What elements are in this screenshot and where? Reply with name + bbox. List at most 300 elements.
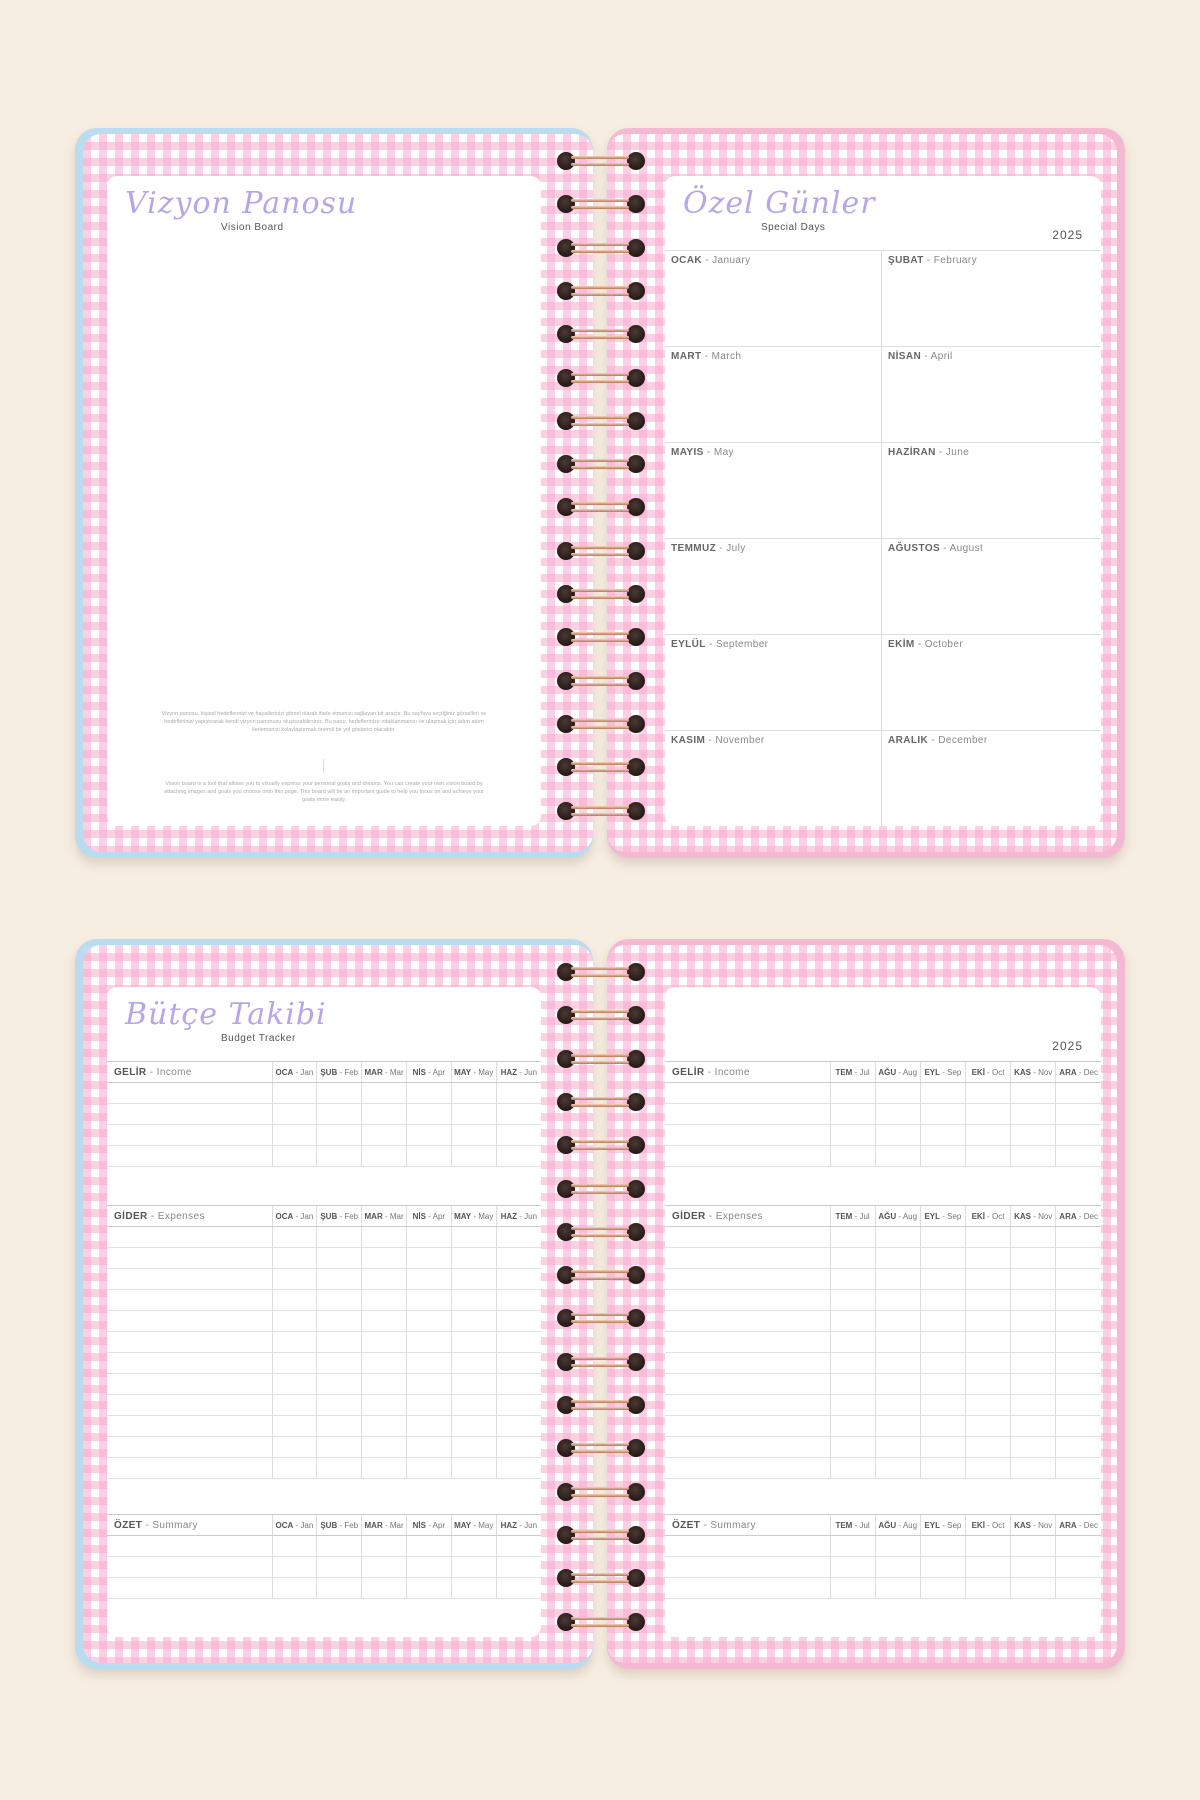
month-abbr-en: - May <box>471 1211 494 1221</box>
entry-cell[interactable] <box>1011 1332 1056 1353</box>
entry-cell[interactable] <box>362 1290 407 1311</box>
month-abbr-en: - Jan <box>293 1520 314 1530</box>
entry-cell[interactable] <box>272 1332 317 1353</box>
entry-cell[interactable] <box>965 1557 1010 1578</box>
entry-cell[interactable] <box>496 1416 541 1437</box>
month-cell[interactable] <box>882 347 1101 443</box>
entry-cell[interactable] <box>830 1269 875 1290</box>
entry-cell[interactable] <box>272 1557 317 1578</box>
entry-cell[interactable] <box>317 1458 362 1479</box>
entry-cell[interactable] <box>406 1536 451 1557</box>
punch-hole <box>627 715 645 733</box>
entry-cell[interactable] <box>272 1125 317 1146</box>
punch-hole <box>627 628 645 646</box>
entry-cell[interactable] <box>1011 1290 1056 1311</box>
entry-cell[interactable] <box>920 1146 965 1167</box>
entry-cell[interactable] <box>451 1536 496 1557</box>
entry-cell[interactable] <box>272 1269 317 1290</box>
entry-cell[interactable] <box>875 1374 920 1395</box>
entry-cell[interactable] <box>362 1311 407 1332</box>
entry-cell[interactable] <box>1011 1374 1056 1395</box>
entry-cell[interactable] <box>1056 1416 1101 1437</box>
entry-cell[interactable] <box>451 1290 496 1311</box>
entry-cell[interactable] <box>451 1458 496 1479</box>
entry-cell[interactable] <box>496 1125 541 1146</box>
entry-cell[interactable] <box>1056 1125 1101 1146</box>
entry-cell[interactable] <box>406 1374 451 1395</box>
entry-cell[interactable] <box>362 1395 407 1416</box>
entry-cell[interactable] <box>830 1458 875 1479</box>
month-cell[interactable] <box>665 347 882 443</box>
entry-cell[interactable] <box>830 1248 875 1269</box>
entry-cell[interactable] <box>1056 1227 1101 1248</box>
entry-cell[interactable] <box>451 1437 496 1458</box>
entry-cell[interactable] <box>496 1353 541 1374</box>
entry-cell[interactable] <box>875 1290 920 1311</box>
entry-cell[interactable] <box>830 1104 875 1125</box>
entry-cell[interactable] <box>920 1437 965 1458</box>
entry-cell[interactable] <box>451 1083 496 1104</box>
entry-cell[interactable] <box>1011 1146 1056 1167</box>
entry-cell[interactable] <box>107 1578 272 1599</box>
entry-cell[interactable] <box>362 1437 407 1458</box>
entry-cell[interactable] <box>1011 1248 1056 1269</box>
wire-loop <box>571 373 629 376</box>
entry-cell[interactable] <box>317 1248 362 1269</box>
entry-cell[interactable] <box>317 1332 362 1353</box>
entry-cell[interactable] <box>1011 1269 1056 1290</box>
entry-cell[interactable] <box>665 1104 830 1125</box>
entry-cell[interactable] <box>496 1557 541 1578</box>
entry-cell[interactable] <box>362 1146 407 1167</box>
entry-cell[interactable] <box>272 1437 317 1458</box>
entry-cell[interactable] <box>665 1578 830 1599</box>
entry-cell[interactable] <box>1011 1536 1056 1557</box>
entry-cell[interactable] <box>830 1083 875 1104</box>
table-row <box>665 1227 1101 1248</box>
month-cell[interactable] <box>882 635 1101 731</box>
entry-cell[interactable] <box>965 1353 1010 1374</box>
entry-cell[interactable] <box>496 1437 541 1458</box>
entry-cell[interactable] <box>965 1227 1010 1248</box>
month-cell[interactable] <box>882 539 1101 635</box>
entry-cell[interactable] <box>1056 1536 1101 1557</box>
entry-cell[interactable] <box>965 1536 1010 1557</box>
entry-cell[interactable] <box>1011 1125 1056 1146</box>
entry-cell[interactable] <box>496 1395 541 1416</box>
entry-cell[interactable] <box>665 1536 830 1557</box>
entry-cell[interactable] <box>920 1557 965 1578</box>
entry-cell[interactable] <box>496 1227 541 1248</box>
entry-cell[interactable] <box>451 1146 496 1167</box>
entry-cell[interactable] <box>272 1578 317 1599</box>
entry-cell[interactable] <box>665 1458 830 1479</box>
entry-cell[interactable] <box>665 1332 830 1353</box>
entry-cell[interactable] <box>965 1146 1010 1167</box>
spiral-ring <box>553 1524 649 1546</box>
entry-cell[interactable] <box>875 1104 920 1125</box>
entry-cell[interactable] <box>1011 1104 1056 1125</box>
entry-cell[interactable] <box>451 1557 496 1578</box>
entry-cell[interactable] <box>107 1290 272 1311</box>
entry-cell[interactable] <box>920 1290 965 1311</box>
entry-cell[interactable] <box>965 1083 1010 1104</box>
month-cell[interactable] <box>882 251 1101 347</box>
entry-cell[interactable] <box>830 1536 875 1557</box>
summary-table <box>107 1514 541 1599</box>
entry-cell[interactable] <box>317 1290 362 1311</box>
entry-cell[interactable] <box>665 1374 830 1395</box>
entry-cell[interactable] <box>406 1353 451 1374</box>
entry-cell[interactable] <box>496 1146 541 1167</box>
entry-cell[interactable] <box>920 1395 965 1416</box>
entry-cell[interactable] <box>362 1557 407 1578</box>
month-cell[interactable] <box>665 635 882 731</box>
entry-cell[interactable] <box>317 1416 362 1437</box>
entry-cell[interactable] <box>362 1374 407 1395</box>
entry-cell[interactable] <box>830 1416 875 1437</box>
entry-cell[interactable] <box>665 1311 830 1332</box>
entry-cell[interactable] <box>830 1332 875 1353</box>
entry-cell[interactable] <box>362 1353 407 1374</box>
month-abbr-en: - Feb <box>337 1067 359 1077</box>
spiral-ring <box>553 756 649 778</box>
entry-cell[interactable] <box>965 1374 1010 1395</box>
entry-cell[interactable] <box>496 1269 541 1290</box>
entry-cell[interactable] <box>875 1332 920 1353</box>
entry-cell[interactable] <box>920 1083 965 1104</box>
entry-cell[interactable] <box>1011 1395 1056 1416</box>
entry-cell[interactable] <box>406 1416 451 1437</box>
entry-cell[interactable] <box>1011 1578 1056 1599</box>
entry-cell[interactable] <box>665 1557 830 1578</box>
entry-cell[interactable] <box>496 1458 541 1479</box>
entry-cell[interactable] <box>1056 1248 1101 1269</box>
entry-cell[interactable] <box>272 1458 317 1479</box>
entry-cell[interactable] <box>830 1437 875 1458</box>
entry-cell[interactable] <box>665 1437 830 1458</box>
entry-cell[interactable] <box>875 1311 920 1332</box>
entry-cell[interactable] <box>875 1125 920 1146</box>
entry-cell[interactable] <box>920 1311 965 1332</box>
entry-cell[interactable] <box>830 1125 875 1146</box>
entry-cell[interactable] <box>1056 1290 1101 1311</box>
entry-cell[interactable] <box>451 1332 496 1353</box>
entry-cell[interactable] <box>451 1395 496 1416</box>
entry-cell[interactable] <box>406 1146 451 1167</box>
entry-cell[interactable] <box>920 1125 965 1146</box>
entry-cell[interactable] <box>317 1395 362 1416</box>
entry-cell[interactable] <box>406 1311 451 1332</box>
entry-cell[interactable] <box>317 1437 362 1458</box>
entry-cell[interactable] <box>107 1374 272 1395</box>
entry-cell[interactable] <box>406 1083 451 1104</box>
entry-cell[interactable] <box>830 1374 875 1395</box>
entry-cell[interactable] <box>406 1557 451 1578</box>
entry-cell[interactable] <box>362 1458 407 1479</box>
entry-cell[interactable] <box>665 1248 830 1269</box>
entry-cell[interactable] <box>1011 1353 1056 1374</box>
entry-cell[interactable] <box>965 1104 1010 1125</box>
entry-cell[interactable] <box>107 1104 272 1125</box>
entry-cell[interactable] <box>362 1104 407 1125</box>
entry-cell[interactable] <box>875 1557 920 1578</box>
entry-cell[interactable] <box>965 1437 1010 1458</box>
entry-cell[interactable] <box>665 1125 830 1146</box>
month-abbr-en: - Jun <box>517 1520 538 1530</box>
entry-cell[interactable] <box>406 1290 451 1311</box>
entry-cell[interactable] <box>451 1269 496 1290</box>
month-column-header <box>1056 1206 1101 1227</box>
entry-cell[interactable] <box>665 1083 830 1104</box>
entry-cell[interactable] <box>362 1125 407 1146</box>
entry-cell[interactable] <box>406 1248 451 1269</box>
entry-cell[interactable] <box>830 1290 875 1311</box>
entry-cell[interactable] <box>1056 1311 1101 1332</box>
entry-cell[interactable] <box>665 1416 830 1437</box>
entry-cell[interactable] <box>272 1146 317 1167</box>
entry-cell[interactable] <box>965 1578 1010 1599</box>
wire-loop <box>571 974 629 977</box>
month-abbr-en: - Nov <box>1030 1520 1053 1530</box>
entry-cell[interactable] <box>107 1332 272 1353</box>
entry-cell[interactable] <box>920 1227 965 1248</box>
entry-cell[interactable] <box>965 1125 1010 1146</box>
entry-cell[interactable] <box>830 1557 875 1578</box>
entry-cell[interactable] <box>1056 1458 1101 1479</box>
entry-cell[interactable] <box>451 1578 496 1599</box>
entry-cell[interactable] <box>665 1353 830 1374</box>
entry-cell[interactable] <box>665 1146 830 1167</box>
entry-cell[interactable] <box>875 1353 920 1374</box>
entry-cell[interactable] <box>965 1395 1010 1416</box>
entry-cell[interactable] <box>107 1416 272 1437</box>
entry-cell[interactable] <box>107 1557 272 1578</box>
entry-cell[interactable] <box>362 1536 407 1557</box>
entry-cell[interactable] <box>317 1536 362 1557</box>
entry-cell[interactable] <box>107 1269 272 1290</box>
entry-cell[interactable] <box>451 1125 496 1146</box>
entry-cell[interactable] <box>965 1248 1010 1269</box>
entry-cell[interactable] <box>875 1395 920 1416</box>
entry-cell[interactable] <box>965 1332 1010 1353</box>
entry-cell[interactable] <box>1056 1104 1101 1125</box>
entry-cell[interactable] <box>965 1416 1010 1437</box>
entry-cell[interactable] <box>272 1248 317 1269</box>
entry-cell[interactable] <box>272 1395 317 1416</box>
entry-cell[interactable] <box>920 1578 965 1599</box>
month-abbr-tr: OCA <box>275 1520 294 1530</box>
entry-cell[interactable] <box>830 1311 875 1332</box>
table-row <box>665 1536 1101 1557</box>
entry-cell[interactable] <box>496 1248 541 1269</box>
entry-cell[interactable] <box>830 1353 875 1374</box>
entry-cell[interactable] <box>1056 1374 1101 1395</box>
entry-cell[interactable] <box>451 1353 496 1374</box>
entry-cell[interactable] <box>965 1269 1010 1290</box>
table-row <box>665 1104 1101 1125</box>
month-cell[interactable] <box>665 251 882 347</box>
month-abbr-en: - Apr <box>426 1067 446 1077</box>
entry-cell[interactable] <box>1056 1353 1101 1374</box>
entry-cell[interactable] <box>451 1227 496 1248</box>
entry-cell[interactable] <box>1056 1395 1101 1416</box>
entry-cell[interactable] <box>665 1395 830 1416</box>
entry-cell[interactable] <box>107 1146 272 1167</box>
month-cell[interactable] <box>665 731 882 826</box>
entry-cell[interactable] <box>317 1104 362 1125</box>
entry-cell[interactable] <box>920 1536 965 1557</box>
entry-cell[interactable] <box>317 1374 362 1395</box>
entry-cell[interactable] <box>920 1269 965 1290</box>
entry-cell[interactable] <box>875 1227 920 1248</box>
entry-cell[interactable] <box>317 1227 362 1248</box>
month-cell[interactable] <box>665 539 882 635</box>
entry-cell[interactable] <box>496 1290 541 1311</box>
entry-cell[interactable] <box>920 1458 965 1479</box>
spiral-ring <box>553 1091 649 1113</box>
entry-cell[interactable] <box>496 1536 541 1557</box>
entry-cell[interactable] <box>830 1578 875 1599</box>
month-name-tr: MAYIS <box>671 447 704 458</box>
entry-cell[interactable] <box>362 1227 407 1248</box>
entry-cell[interactable] <box>272 1311 317 1332</box>
entry-cell[interactable] <box>451 1104 496 1125</box>
entry-cell[interactable] <box>107 1248 272 1269</box>
entry-cell[interactable] <box>107 1458 272 1479</box>
entry-cell[interactable] <box>665 1269 830 1290</box>
entry-cell[interactable] <box>1011 1458 1056 1479</box>
entry-cell[interactable] <box>1056 1332 1101 1353</box>
entry-cell[interactable] <box>496 1374 541 1395</box>
entry-cell[interactable] <box>875 1578 920 1599</box>
entry-cell[interactable] <box>107 1227 272 1248</box>
entry-cell[interactable] <box>406 1458 451 1479</box>
entry-cell[interactable] <box>875 1536 920 1557</box>
entry-cell[interactable] <box>1056 1437 1101 1458</box>
entry-cell[interactable] <box>1011 1083 1056 1104</box>
entry-cell[interactable] <box>362 1416 407 1437</box>
entry-cell[interactable] <box>1056 1557 1101 1578</box>
entry-cell[interactable] <box>1011 1437 1056 1458</box>
entry-cell[interactable] <box>317 1578 362 1599</box>
entry-cell[interactable] <box>406 1227 451 1248</box>
entry-cell[interactable] <box>665 1227 830 1248</box>
entry-cell[interactable] <box>107 1083 272 1104</box>
entry-cell[interactable] <box>317 1125 362 1146</box>
entry-cell[interactable] <box>1056 1269 1101 1290</box>
entry-cell[interactable] <box>1011 1227 1056 1248</box>
entry-cell[interactable] <box>1011 1311 1056 1332</box>
entry-cell[interactable] <box>406 1578 451 1599</box>
entry-cell[interactable] <box>875 1437 920 1458</box>
entry-cell[interactable] <box>317 1269 362 1290</box>
entry-cell[interactable] <box>1056 1146 1101 1167</box>
entry-cell[interactable] <box>1011 1416 1056 1437</box>
entry-cell[interactable] <box>272 1374 317 1395</box>
entry-cell[interactable] <box>107 1311 272 1332</box>
month-abbr-tr: TEM <box>835 1520 853 1530</box>
entry-cell[interactable] <box>406 1125 451 1146</box>
entry-cell[interactable] <box>451 1374 496 1395</box>
entry-cell[interactable] <box>875 1146 920 1167</box>
entry-cell[interactable] <box>272 1104 317 1125</box>
entry-cell[interactable] <box>451 1311 496 1332</box>
entry-cell[interactable] <box>272 1290 317 1311</box>
entry-cell[interactable] <box>272 1083 317 1104</box>
entry-cell[interactable] <box>272 1227 317 1248</box>
entry-cell[interactable] <box>496 1332 541 1353</box>
entry-cell[interactable] <box>496 1083 541 1104</box>
entry-cell[interactable] <box>1011 1557 1056 1578</box>
entry-cell[interactable] <box>875 1416 920 1437</box>
entry-cell[interactable] <box>107 1536 272 1557</box>
entry-cell[interactable] <box>920 1374 965 1395</box>
entry-cell[interactable] <box>272 1416 317 1437</box>
entry-cell[interactable] <box>406 1437 451 1458</box>
entry-cell[interactable] <box>496 1104 541 1125</box>
entry-cell[interactable] <box>1056 1083 1101 1104</box>
entry-cell[interactable] <box>107 1395 272 1416</box>
entry-cell[interactable] <box>317 1353 362 1374</box>
month-cell[interactable] <box>882 731 1101 826</box>
entry-cell[interactable] <box>272 1353 317 1374</box>
entry-cell[interactable] <box>317 1083 362 1104</box>
entry-cell[interactable] <box>406 1104 451 1125</box>
entry-cell[interactable] <box>451 1248 496 1269</box>
entry-cell[interactable] <box>1056 1578 1101 1599</box>
month-cell[interactable] <box>665 443 882 539</box>
entry-cell[interactable] <box>451 1416 496 1437</box>
entry-cell[interactable] <box>920 1416 965 1437</box>
entry-cell[interactable] <box>875 1083 920 1104</box>
entry-cell[interactable] <box>496 1311 541 1332</box>
entry-cell[interactable] <box>362 1269 407 1290</box>
entry-cell[interactable] <box>920 1353 965 1374</box>
entry-cell[interactable] <box>920 1248 965 1269</box>
entry-cell[interactable] <box>317 1557 362 1578</box>
entry-cell[interactable] <box>362 1248 407 1269</box>
entry-cell[interactable] <box>362 1083 407 1104</box>
entry-cell[interactable] <box>406 1395 451 1416</box>
entry-cell[interactable] <box>107 1125 272 1146</box>
entry-cell[interactable] <box>317 1311 362 1332</box>
entry-cell[interactable] <box>965 1290 1010 1311</box>
entry-cell[interactable] <box>920 1104 965 1125</box>
entry-cell[interactable] <box>830 1395 875 1416</box>
entry-cell[interactable] <box>875 1458 920 1479</box>
entry-cell[interactable] <box>406 1269 451 1290</box>
entry-cell[interactable] <box>107 1437 272 1458</box>
entry-cell[interactable] <box>920 1332 965 1353</box>
entry-cell[interactable] <box>496 1578 541 1599</box>
entry-cell[interactable] <box>965 1458 1010 1479</box>
entry-cell[interactable] <box>830 1146 875 1167</box>
entry-cell[interactable] <box>107 1353 272 1374</box>
entry-cell[interactable] <box>362 1578 407 1599</box>
entry-cell[interactable] <box>317 1146 362 1167</box>
entry-cell[interactable] <box>406 1332 451 1353</box>
wire-loop <box>571 1061 629 1064</box>
entry-cell[interactable] <box>875 1269 920 1290</box>
entry-cell[interactable] <box>362 1332 407 1353</box>
entry-cell[interactable] <box>665 1290 830 1311</box>
entry-cell[interactable] <box>965 1311 1010 1332</box>
entry-cell[interactable] <box>875 1248 920 1269</box>
month-cell[interactable] <box>882 443 1101 539</box>
entry-cell[interactable] <box>830 1227 875 1248</box>
entry-cell[interactable] <box>272 1536 317 1557</box>
